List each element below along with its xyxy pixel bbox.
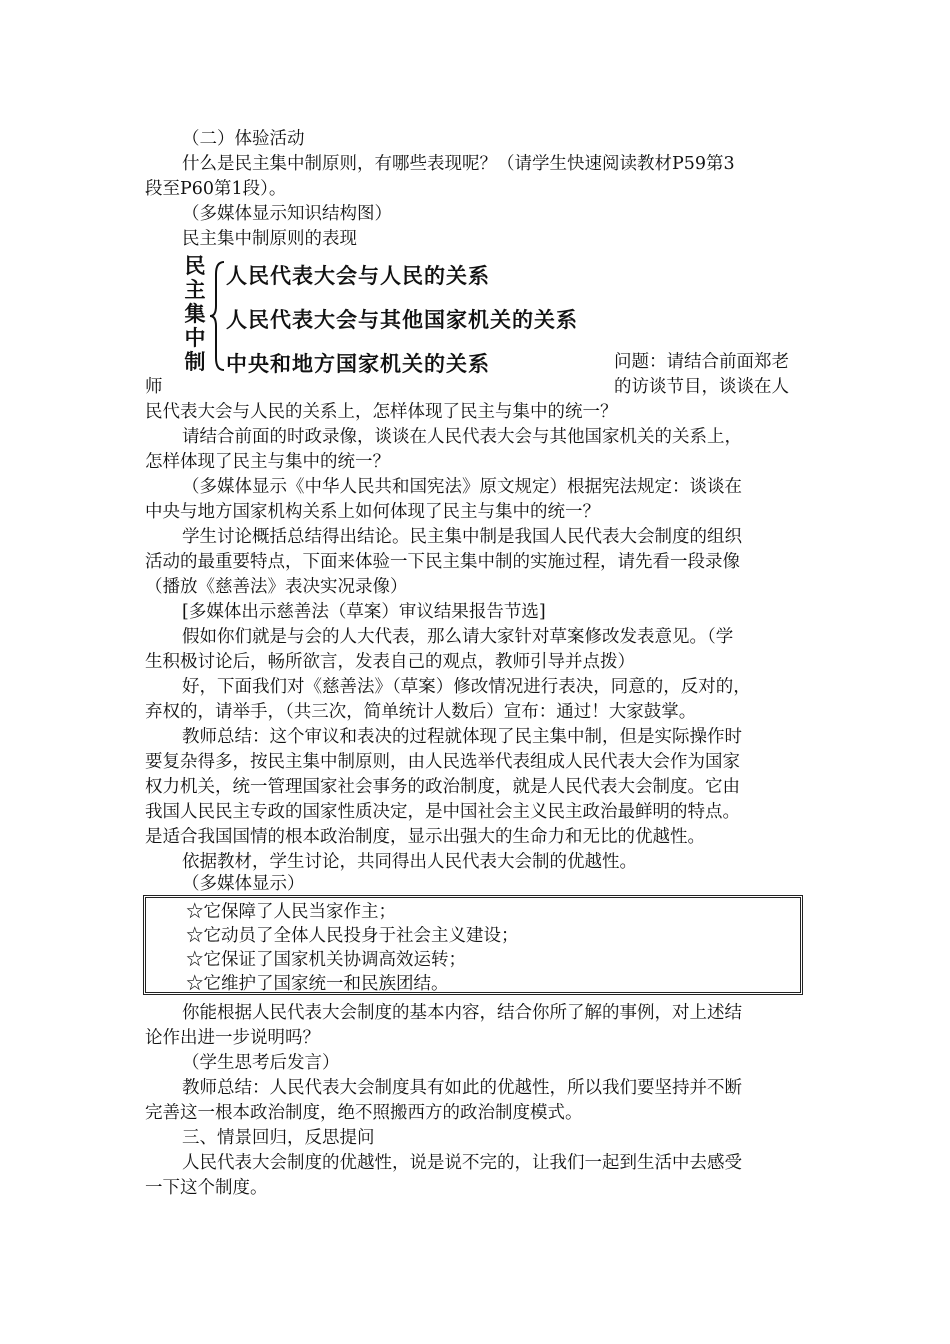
- paragraph-line: [多媒体出示慈善法（草案）审议结果报告节选]: [182, 602, 546, 622]
- paragraph-line: （播放《慈善法》表决实况录像）: [145, 577, 408, 597]
- paragraph-line: 活动的最重要特点，下面来体验一下民主集中制的实施过程，请先看一段录像: [145, 552, 740, 572]
- question-side-line: 的访谈节目，谈谈在人: [614, 377, 789, 397]
- paragraph-line: （学生思考后发言）: [182, 1053, 340, 1073]
- paragraph-line: 好，下面我们对《慈善法》（草案）修改情况进行表决，同意的，反对的，: [182, 677, 751, 697]
- paragraph-line: 生积极讨论后，畅所欲言，发表自己的观点，教师引导并点拨）: [145, 652, 635, 672]
- diagram-root-label: 民 主 集 中 制: [184, 254, 206, 374]
- knowledge-structure-diagram: [182, 254, 612, 378]
- paragraph-line: 依据教材，学生讨论，共同得出人民代表大会制的优越性。: [182, 852, 637, 872]
- paragraph-line: 什么是民主集中制原则，有哪些表现呢？（请学生快速阅读教材P59第3: [182, 154, 735, 174]
- paragraph-line: 论作出进一步说明吗？: [145, 1028, 320, 1048]
- diagram-branch: 中央和地方国家机关的关系: [226, 352, 490, 376]
- list-item: ☆它保障了人民当家作主；: [186, 902, 396, 922]
- list-item: ☆它维护了国家统一和民族团结。: [186, 974, 449, 994]
- media-note: （多媒体显示知识结构图）: [182, 204, 392, 224]
- paragraph-line: （多媒体显示《中华人民共和国宪法》原文规定）根据宪法规定：谈谈在: [182, 477, 742, 497]
- diagram-branch: 人民代表大会与人民的关系: [226, 264, 490, 288]
- paragraph-line: 怎样体现了民主与集中的统一？: [145, 452, 390, 472]
- paragraph-line: 学生讨论概括总结得出结论。民主集中制是我国人民代表大会制度的组织: [182, 527, 742, 547]
- list-item: ☆它动员了全体人民投身于社会主义建设；: [186, 926, 519, 946]
- section-heading: 三、情景回归，反思提问: [182, 1128, 375, 1148]
- paragraph-line: 弃权的，请举手，（共三次，简单统计人数后）宣布：通过！大家鼓掌。: [145, 702, 697, 722]
- question-left-char: 师: [145, 377, 163, 397]
- paragraph-line: 人民代表大会制度的优越性，说是说不完的，让我们一起到生活中去感受: [182, 1153, 742, 1173]
- paragraph-line: 中央与地方国家机构关系上如何体现了民主与集中的统一？: [145, 502, 600, 522]
- paragraph-line: 是适合我国国情的根本政治制度，显示出强大的生命力和无比的优越性。: [145, 827, 705, 847]
- diagram-heading: 民主集中制原则的表现: [182, 229, 357, 249]
- section-title: （二）体验活动: [182, 129, 305, 149]
- advantages-box: [143, 895, 803, 995]
- list-item: ☆它保证了国家机关协调高效运转；: [186, 950, 466, 970]
- paragraph-line: 教师总结：人民代表大会制度具有如此的优越性，所以我们要坚持并不断: [182, 1078, 742, 1098]
- paragraph-line: 民代表大会与人民的关系上，怎样体现了民主与集中的统一？: [145, 402, 618, 422]
- brace-icon: [208, 260, 226, 372]
- paragraph-line: 请结合前面的时政录像，谈谈在人民代表大会与其他国家机关的关系上，: [182, 427, 742, 447]
- paragraph-line: 完善这一根本政治制度，绝不照搬西方的政治制度模式。: [145, 1103, 583, 1123]
- paragraph-line: 我国人民民主专政的国家性质决定，是中国社会主义民主政治最鲜明的特点。: [145, 802, 740, 822]
- paragraph-line: 段至P60第1段）。: [145, 179, 287, 199]
- question-side-line: 问题：请结合前面郑老: [614, 352, 789, 372]
- media-note: （多媒体显示）: [182, 874, 305, 894]
- paragraph-line: 教师总结：这个审议和表决的过程就体现了民主集中制，但是实际操作时: [182, 727, 742, 747]
- paragraph-line: 你能根据人民代表大会制度的基本内容，结合你所了解的事例，对上述结: [182, 1003, 742, 1023]
- paragraph-line: 权力机关，统一管理国家社会事务的政治制度，就是人民代表大会制度。它由: [145, 777, 740, 797]
- paragraph-line: 假如你们就是与会的人大代表，那么请大家针对草案修改发表意见。（学: [182, 627, 734, 647]
- diagram-branch: 人民代表大会与其他国家机关的关系: [226, 308, 578, 332]
- paragraph-line: 一下这个制度。: [145, 1178, 268, 1198]
- paragraph-line: 要复杂得多，按民主集中制原则，由人民选举代表组成人民代表大会作为国家: [145, 752, 740, 772]
